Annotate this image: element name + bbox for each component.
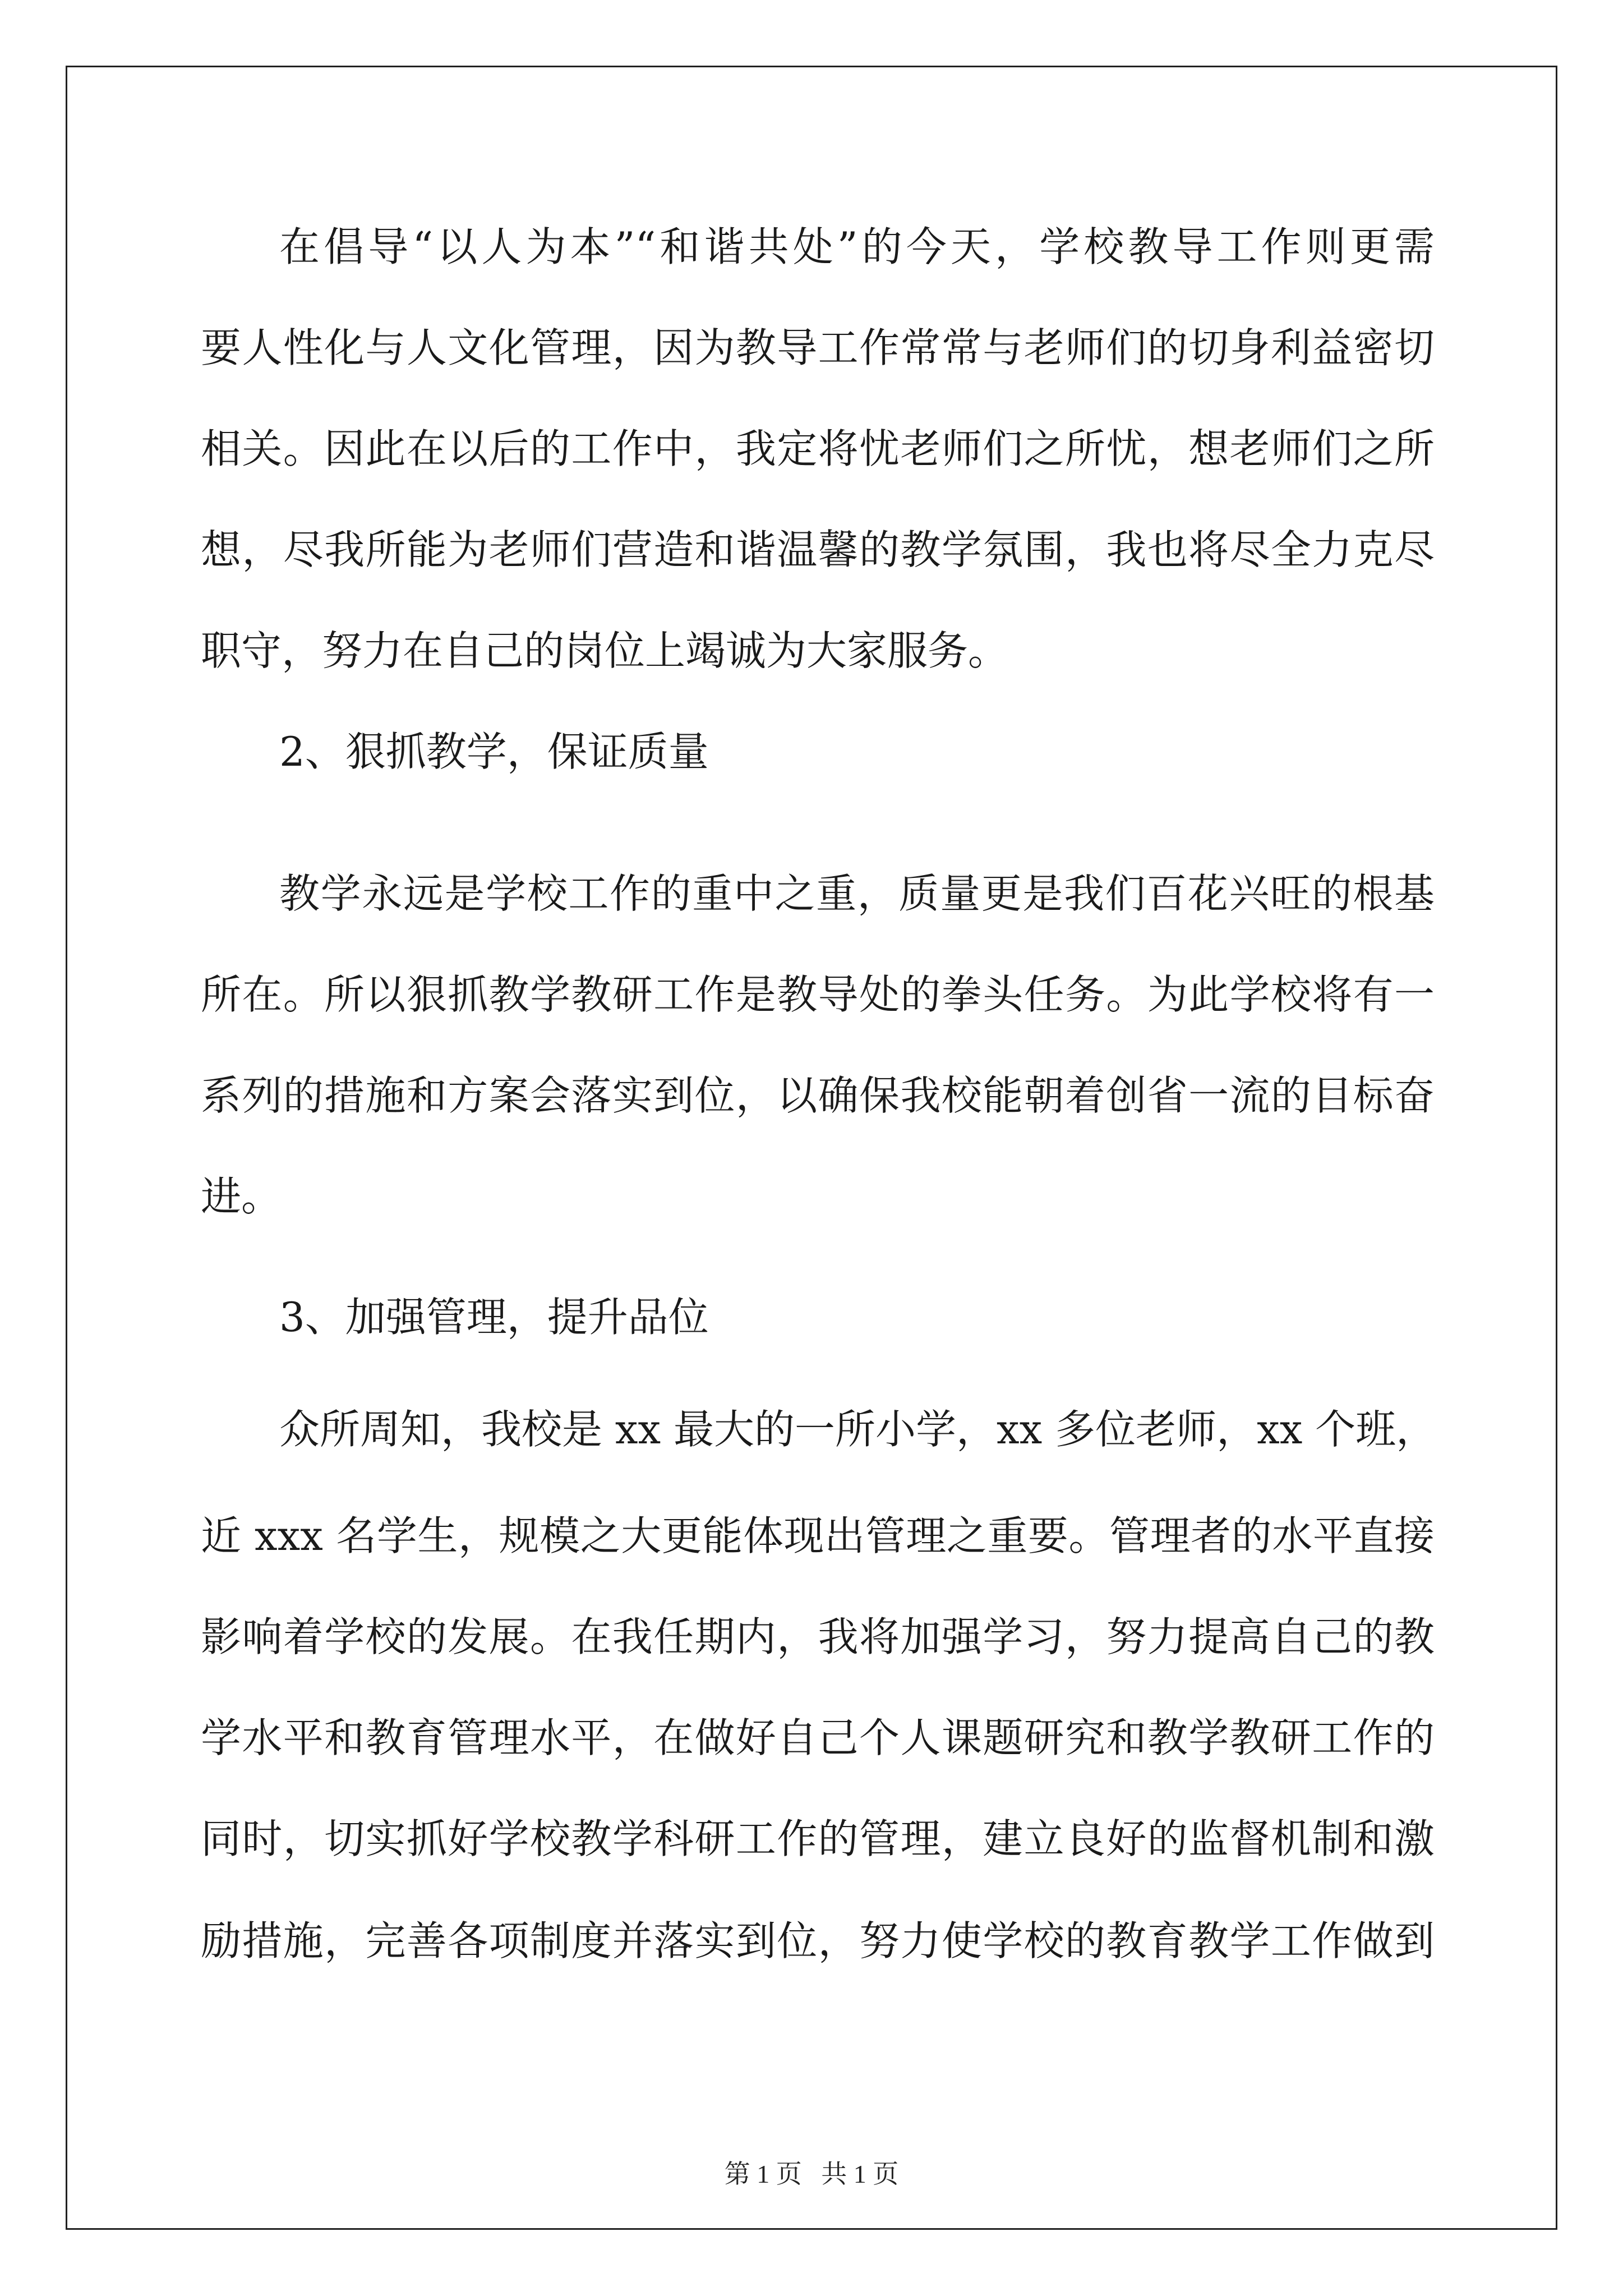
paragraph-2-line-3: 系列的措施和方案会落实到位，以确保我校能朝着创省一流的目标奋: [201, 1072, 1435, 1119]
paragraph-1-line-2: 要人性化与人文化管理，因为教导工作常常与老师们的切身利益密切: [201, 324, 1435, 371]
paragraph-3-line-1: 众所周知，我校是 xx 最大的一所小学，xx 多位老师，xx 个班，: [279, 1406, 1437, 1453]
paragraph-2-line-2: 所在。所以狠抓教学教研工作是教导处的拳头任务。为此学校将有一: [201, 971, 1435, 1018]
paragraph-2-line-1: 教学永远是学校工作的重中之重，质量更是我们百花兴旺的根基: [279, 870, 1435, 917]
page-frame: [66, 66, 1557, 2230]
paragraph-3-line-6: 励措施，完善各项制度并落实到位，努力使学校的教育教学工作做到: [201, 1917, 1435, 1964]
section-heading-3: 3、加强管理，提升品位: [279, 1294, 709, 1341]
paragraph-1-line-5: 职守，努力在自己的岗位上竭诚为大家服务。: [201, 627, 1009, 674]
page-number: 第 1 页: [724, 2160, 802, 2188]
paragraph-3-line-4: 学水平和教育管理水平，在做好自己个人课题研究和教学教研工作的: [201, 1714, 1435, 1761]
paragraph-1-line-1: 在倡导“以人为本”“和谐共处”的今天，学校教导工作则更需: [279, 223, 1435, 270]
page-total: 共 1 页: [821, 2160, 899, 2188]
section-heading-2: 2、狠抓教学，保证质量: [279, 728, 709, 775]
paragraph-1-line-4: 想，尽我所能为老师们营造和谐温馨的教学氛围，我也将尽全力克尽: [201, 526, 1435, 573]
paragraph-3-line-5: 同时，切实抓好学校教学科研工作的管理，建立良好的监督机制和激: [201, 1815, 1435, 1862]
paragraph-2-line-4: 进。: [201, 1173, 282, 1220]
paragraph-3-line-3: 影响着学校的发展。在我任期内，我将加强学习，努力提高自己的教: [201, 1613, 1435, 1660]
page-footer: [0, 2157, 1623, 2191]
paragraph-1-line-3: 相关。因此在以后的工作中，我定将忧老师们之所忧，想老师们之所: [201, 425, 1435, 472]
paragraph-3-line-2: 近 xxx 名学生，规模之大更能体现出管理之重要。管理者的水平直接: [201, 1512, 1435, 1559]
